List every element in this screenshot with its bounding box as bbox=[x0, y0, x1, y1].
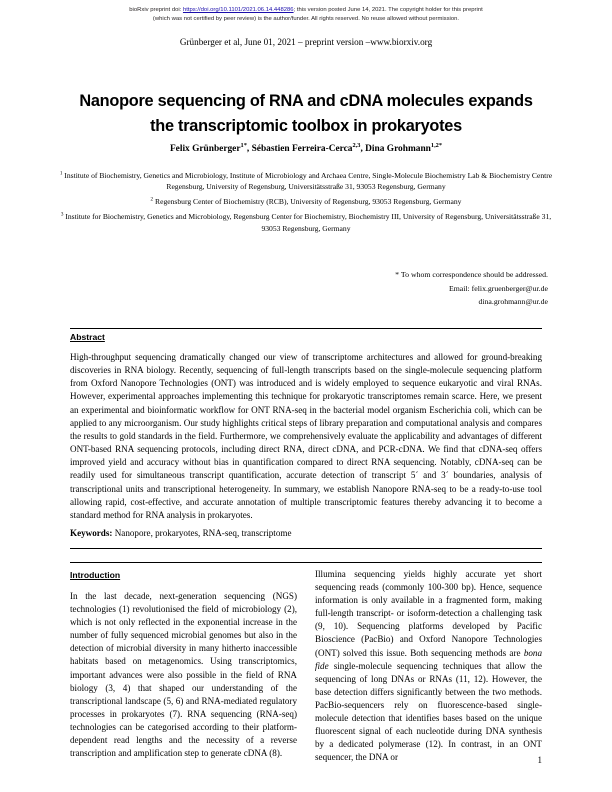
intro-right-text-2: single-molecule sequencing techniques that allow the sequencing of long DNAs or RNAs (11, 12). However, the base detection differs significantly between the two methods. PacBio-sequencers rely on fluorescence-based single-molecule detection that identifies bases based on the unique fluorescent signal of each nucleotide during DNA synthesis by a dedicated polymerase (12). In contrast, in an ONT sequencer, the DNA or bbox=[315, 660, 542, 763]
banner-line1-suffix: ; this version posted June 14, 2021. The copyright holder for this preprint bbox=[293, 7, 483, 13]
correspondence-note: * To whom correspondence should be addressed. bbox=[395, 270, 548, 279]
introduction-column-right bbox=[315, 568, 542, 764]
doi-link[interactable]: https://doi.org/10.1101/2021.06.14.448286 bbox=[182, 7, 294, 13]
correspondence-email-1[interactable]: Email: felix.gruenberger@ur.de bbox=[448, 283, 548, 293]
banner-prefix: bioRxiv preprint doi: bbox=[129, 7, 183, 13]
page-title: Nanopore sequencing of RNA and cDNA molecules expands the transcriptomic toolbox in prokaryotes bbox=[79, 91, 533, 135]
introduction-heading: Introduction bbox=[70, 570, 121, 580]
introduction-divider bbox=[70, 562, 542, 563]
biorxiv-preprint-banner bbox=[62, 6, 550, 24]
author-separator-1: , bbox=[246, 144, 252, 154]
affiliation-1 bbox=[58, 170, 554, 193]
affiliation-2-text: Regensburg Center of Biochemistry (RCB), University of Regensburg, 93053 Regensburg, Germany bbox=[153, 197, 462, 207]
page-number: 1 bbox=[537, 755, 542, 765]
introduction-right-paragraph bbox=[315, 568, 542, 764]
author-1-affiliation-marker: 1* bbox=[240, 141, 247, 149]
author-separator-2: , bbox=[360, 144, 366, 154]
keywords-bottom-divider bbox=[70, 548, 542, 549]
affiliation-2 bbox=[58, 196, 554, 207]
intro-right-text-1: Illumina sequencing yields highly accurate yet short sequencing reads (commonly 100-300 bp). Hence, sequence information is only available in a fragmented form, making full-length transcript- or isoform-detection a challenging task (9, 10). Sequencing platforms developed by Pacific Bioscience (PacBio) and Oxford Nanopore Technologies (ONT) solved this issue. Both sequencing methods are bbox=[315, 569, 542, 658]
author-1-name: Felix Grünberger bbox=[169, 144, 241, 154]
correspondence-email-2[interactable]: dina.grohmann@ur.de bbox=[478, 297, 548, 307]
keywords-label: Keywords: bbox=[70, 528, 113, 538]
author-2-name: Sébastien Ferreira-Cerca bbox=[251, 144, 353, 154]
intro-right-italic: bona fide bbox=[315, 647, 542, 671]
affiliation-3-marker: 3 bbox=[60, 211, 64, 218]
introduction-column-left bbox=[70, 590, 297, 760]
affiliation-3-text: Institute for Biochemistry, Genetics and Microbiology, Regensburg Center for Biochemistry, Biochemistry III, University of Regensburg, Universitätsstraße 31, 93053 Regensburg, Germany bbox=[63, 212, 552, 233]
author-3-affiliation-marker: 1,2* bbox=[430, 141, 443, 149]
correspondence-block bbox=[58, 268, 548, 309]
affiliation-2-marker: 2 bbox=[150, 196, 154, 203]
author-3-name: Dina Grohmann bbox=[365, 144, 431, 154]
abstract-body: High-throughput sequencing dramatically changed our view of transcriptome architectures and allowed for ground-breaking discoveries in RNA biology. Recently, sequencing of full-length transcripts based on the single-molecule sequencing platform from Oxford Nanopore Technologies (ONT) was introduced and is widely employed to sequence eukaryotic and viral RNAs. However, experimental approaches implementing this technique for prokaryotic transcriptomes remain scarce. Here, we present an experimental and bioinformatic workflow for ONT RNA-seq in the bacterial model organism Escherichia coli, which can be applied to any microorganism. Our study highlights critical steps of library preparation and computational analysis and compares the results to gold standards in the field. Furthermore, we comprehensively evaluate the applicability and advantages of different ONT-based RNA sequencing protocols, including direct RNA, direct cDNA, and PCR-cDNA. We find that cDNA-seq offers improved yield and accuracy without bias in quantification compared to direct RNA sequencing. Notably, cDNA-seq can be readily used for simultaneous transcript quantification, accurate detection of transcript 5´ and 3´ boundaries, analysis of transcriptional units and transcriptional heterogeneity. In summary, we establish Nanopore RNA-seq to be a ready-to-use tool allowing rapid, cost-effective, and accurate annotation of multiple transcriptomic features thereby advancing it to become a standard method for RNA analysis in prokaryotes. bbox=[70, 352, 542, 520]
author-list bbox=[62, 143, 550, 156]
affiliation-1-marker: 1 bbox=[59, 170, 63, 177]
author-2-affiliation-marker: 2,3 bbox=[352, 141, 361, 149]
running-head: Grünberger et al, June 01, 2021 – preprint version –www.biorxiv.org bbox=[179, 37, 433, 47]
abstract-heading: Abstract bbox=[70, 332, 105, 342]
affiliations-block bbox=[58, 170, 554, 238]
affiliation-1-text: Institute of Biochemistry, Genetics and Microbiology, Institute of Microbiology and Archaea Centre, Single-Molecule Biochemistry Lab & Biochemistry Centre Regensburg, University of Regensburg, Universitätsstraße 31, 93053 Regensburg, Germany bbox=[62, 171, 553, 192]
affiliation-3 bbox=[58, 211, 554, 234]
keywords-value: Nanopore, prokaryotes, RNA-seq, transcriptome bbox=[112, 528, 292, 538]
abstract-top-divider bbox=[70, 328, 542, 329]
banner-line2: (which was not certified by peer review) is the author/funder. All rights reserved. No reuse allowed without permission. bbox=[152, 16, 460, 23]
introduction-left-paragraph: In the last decade, next-generation sequencing (NGS) technologies (1) revolutionised the field of microbiology (2), which is not only reflected in the exponential increase in the number of fully sequenced microbial genomes but also in the detection of microbial diversity in many hitherto inaccessible habitats based on metagenomics. Using transcriptomics, important advances were also possible in the field of RNA biology (3, 4) that shaped our understanding of the transcriptional landscape (5, 6) and RNA-mediated regulatory processes in prokaryotes (7). RNA sequencing (RNA-seq) technologies can be categorised according to their platform-dependent read lengths and the necessity of a reverse transcription and amplification step to generate cDNA (8). bbox=[70, 591, 297, 759]
keywords-line bbox=[70, 527, 542, 540]
